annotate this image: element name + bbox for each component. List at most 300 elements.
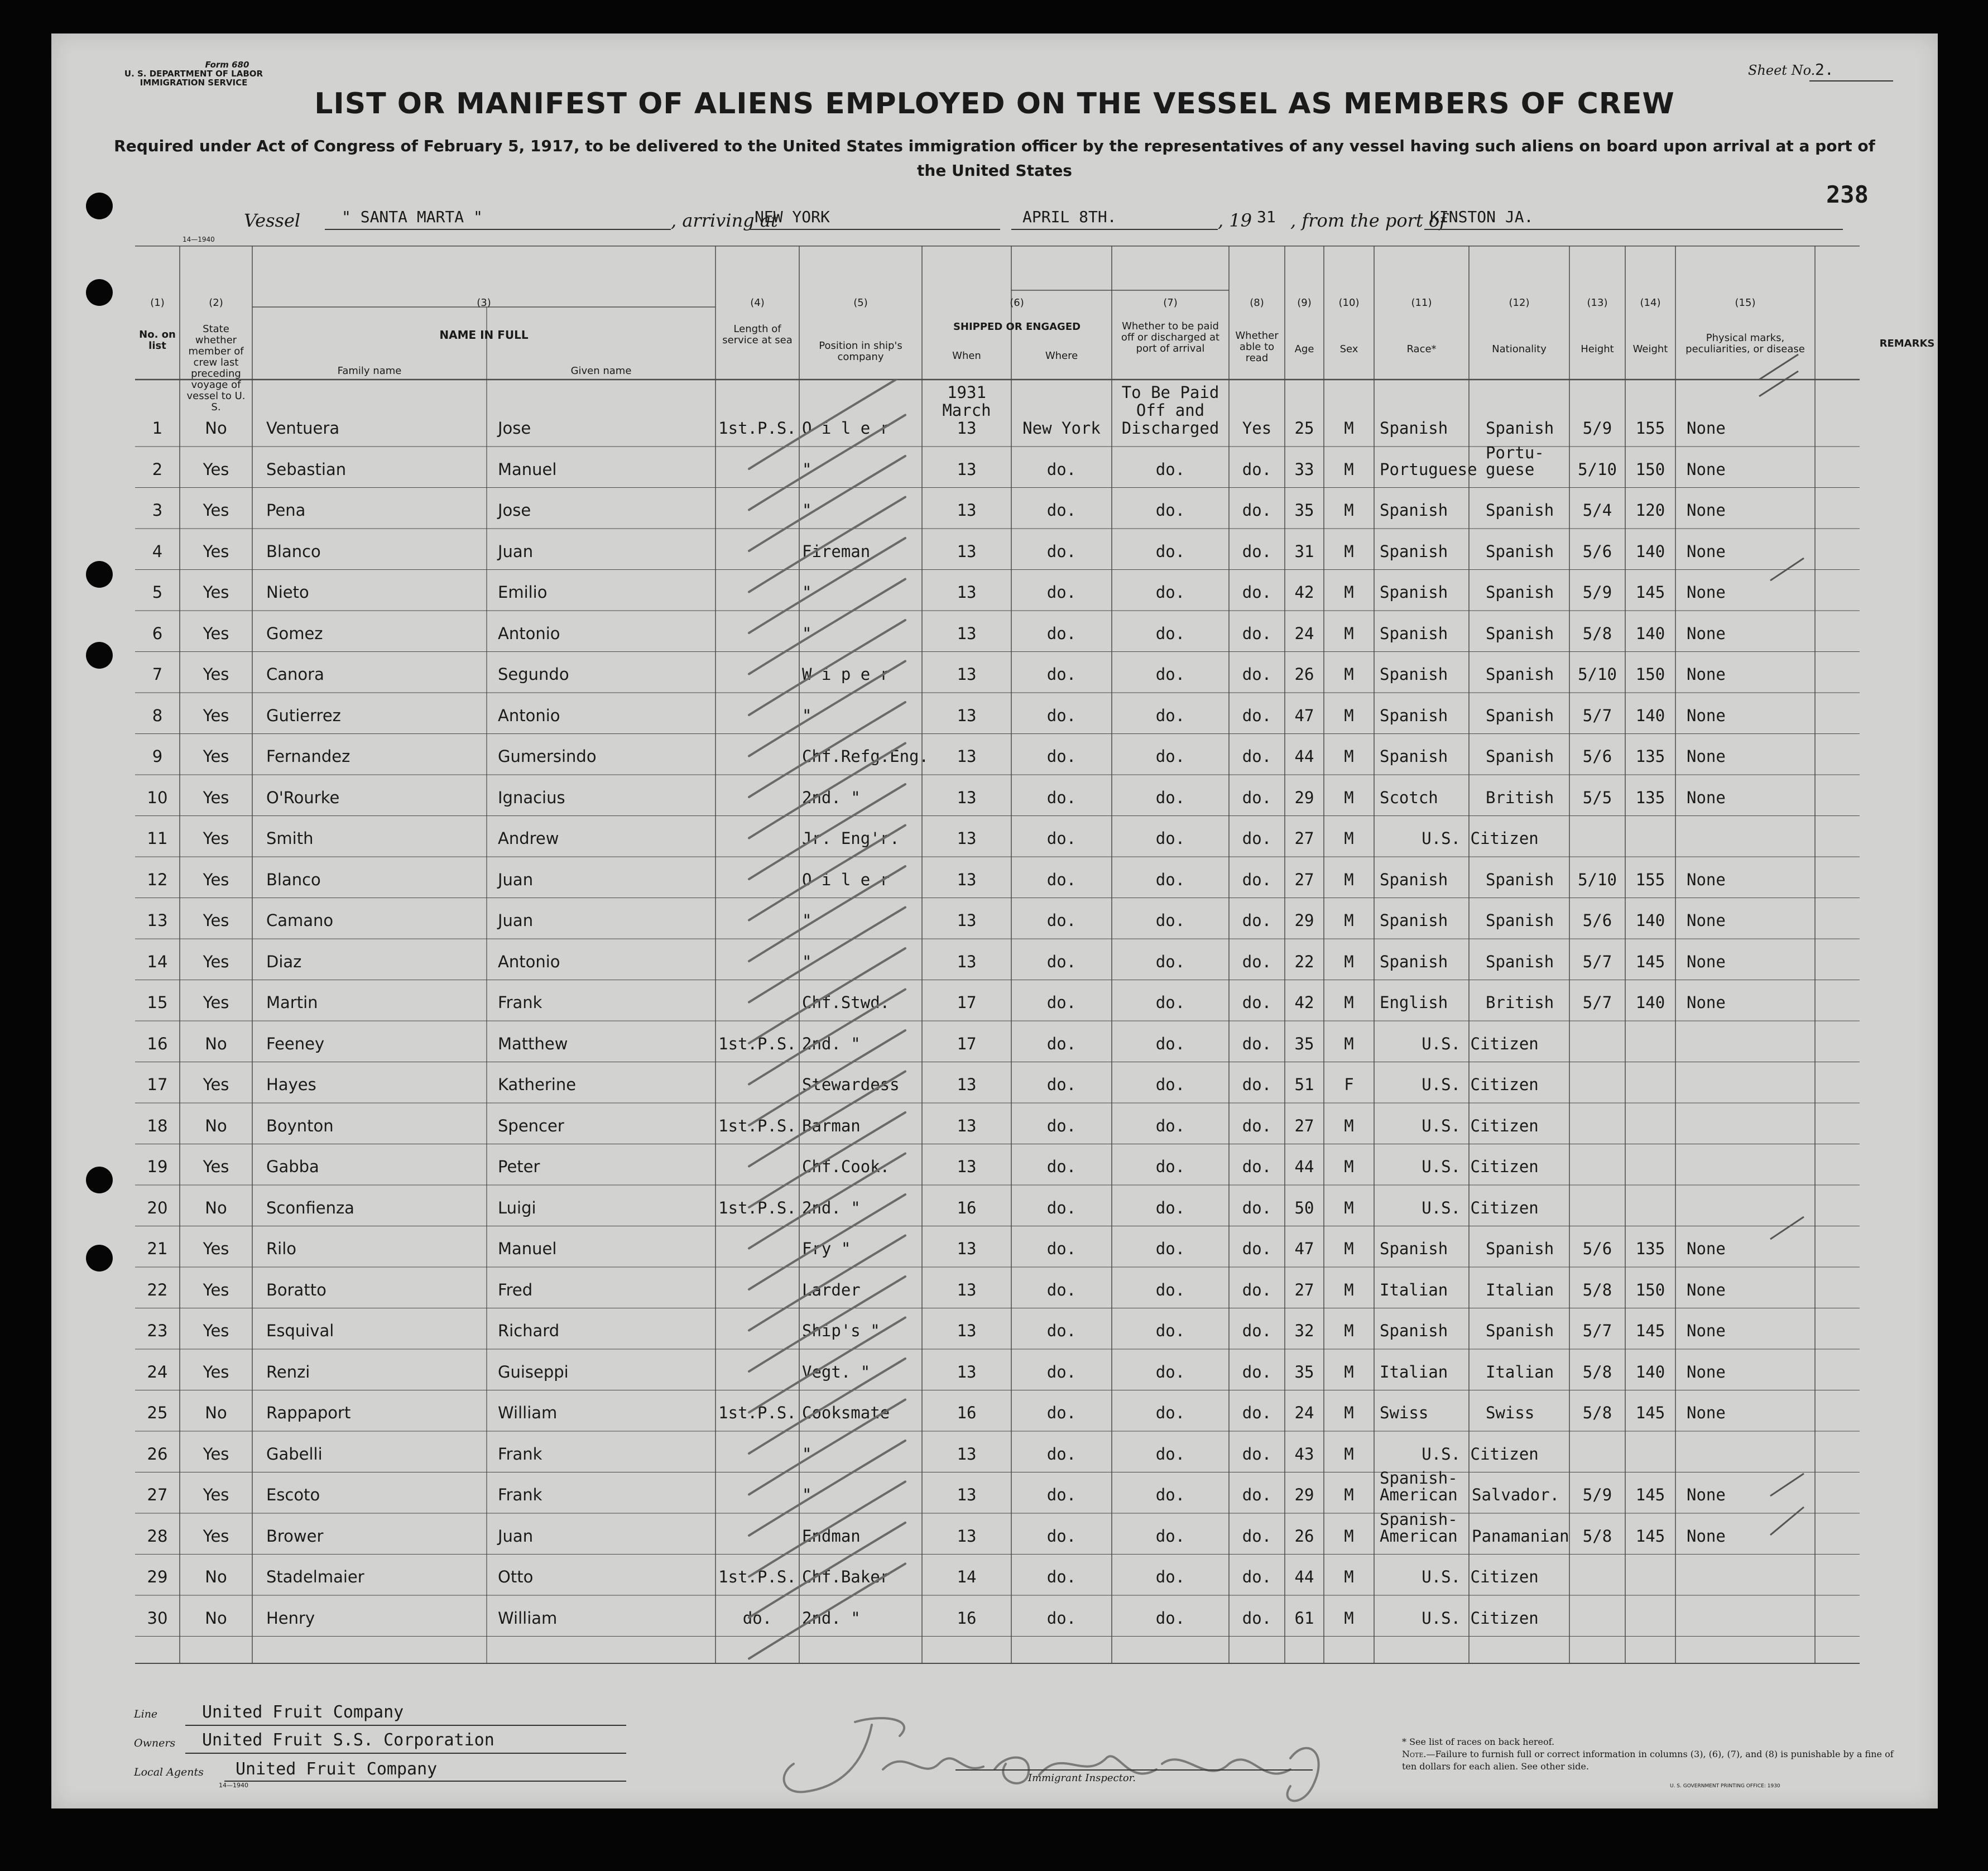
row-position: " [802,706,812,725]
row-when: 13 [957,1321,977,1340]
row-where: do. [1046,1034,1077,1053]
row-age: 42 [1294,583,1314,602]
row-when: 13 [957,870,977,889]
sheet-label: Sheet No. [1748,63,1816,78]
row-read: do. [1242,459,1272,479]
row-number: 21 [147,1239,168,1258]
row-paid-off: do. [1155,747,1185,766]
row-number: 17 [147,1075,168,1094]
inspector-underline [955,1769,1313,1771]
row-paid-off: do. [1155,583,1185,602]
row-number: 14 [147,952,168,971]
row-weight: 155 [1635,870,1665,889]
row-position: Fry " [802,1239,851,1258]
row-where: New York [1022,419,1101,438]
row-read: do. [1242,788,1272,807]
row-age: 44 [1294,1567,1314,1586]
row-where: do. [1046,1075,1077,1094]
row-height: 5/6 [1582,911,1612,930]
row-number: 4 [152,541,163,561]
row-race: Spanish [1380,870,1448,889]
row-paid-off: do. [1155,541,1185,561]
agents-underline [224,1781,626,1782]
col-read-header: Whether able to read [1235,330,1279,364]
owners-underline [185,1753,626,1754]
vessel-label: Vessel [244,210,301,231]
row-race: Spanish [1380,952,1448,971]
row-position: " [802,1444,812,1464]
row-height: 5/7 [1582,706,1612,725]
row-where: do. [1046,665,1077,684]
row-position: " [802,501,812,520]
row-sex: M [1344,870,1354,889]
row-sex: M [1344,1444,1354,1464]
row-height: 5/8 [1582,1403,1612,1422]
row-family-name: Martin [266,993,318,1012]
row-age: 33 [1294,459,1314,479]
row-age: 43 [1294,1444,1314,1464]
year-suffix: 31 [1257,208,1276,226]
row-previous-voyage: Yes [203,1485,229,1504]
from-port: KINSTON JA. [1430,208,1534,226]
row-race: U.S. Citizen [1422,1198,1539,1217]
punch-hole [86,642,113,669]
row-when: 13 [957,541,977,561]
from-underline [1424,229,1843,230]
col-shipped-header-number: (6) [1010,297,1024,309]
row-where: do. [1046,1280,1077,1299]
row-paid-off: do. [1155,1116,1185,1135]
row-given-name: Frank [498,993,542,1012]
arrival-date: APRIL 8TH. [1022,208,1117,226]
row-age: 26 [1294,1526,1314,1546]
row-race: U.S. Citizen [1422,1157,1539,1176]
row-paid-off: do. [1155,788,1185,807]
service-name: IMMIGRATION SERVICE [140,78,248,88]
row-position: Vegt. " [802,1362,871,1381]
agents-value: United Fruit Company [236,1759,438,1779]
row-age: 29 [1294,788,1314,807]
row-previous-voyage: Yes [203,1526,229,1546]
col-name-header: NAME IN FULL [439,328,529,342]
sheet-number: 2. [1815,60,1834,79]
row-when: 13 [957,1362,977,1381]
row-where: do. [1046,1198,1077,1217]
row-paid-off: do. [1155,1034,1185,1053]
row-nationality: Spanish [1486,501,1554,520]
row-given-name: Juan [498,541,534,561]
row-given-name: Jose [498,419,531,438]
row-race: U.S. Citizen [1422,1608,1539,1628]
row-previous-voyage: Yes [203,665,229,684]
row-given-name: Manuel [498,459,557,479]
row-when: 17 [957,993,977,1012]
row-previous-voyage: Yes [203,583,229,602]
row-family-name: Gutierrez [266,706,341,725]
row-height: 5/7 [1582,1321,1612,1340]
row-paid-off: do. [1155,1321,1185,1340]
row-age: 47 [1294,1239,1314,1258]
row-when: 13 [957,1075,977,1094]
col-name-header-number: (3) [477,297,491,309]
row-race: U.S. Citizen [1422,829,1539,848]
row-when: 13 [957,911,977,930]
row-marks: None [1687,1239,1726,1258]
row-marks: None [1687,747,1726,766]
row-family-name: Boratto [266,1280,326,1299]
row-height: 5/7 [1582,952,1612,971]
row-nationality: guese [1486,459,1535,479]
row-race: Spanish [1380,747,1448,766]
row-read: do. [1242,911,1272,930]
row1-when-year: 1931 [947,383,986,402]
row-previous-voyage: Yes [203,993,229,1012]
row1-paid-line1: To Be Paid [1121,383,1219,402]
row-given-name: Gumersindo [498,747,597,766]
row-previous-voyage: Yes [203,911,229,930]
row1-paid-line2: Off and [1136,401,1205,420]
row-given-name: Spencer [498,1116,564,1135]
row-sex: M [1344,583,1354,602]
row-position: " [802,583,812,602]
row-previous-voyage: Yes [203,952,229,971]
row-when: 17 [957,1034,977,1053]
row-number: 19 [147,1157,168,1176]
row-position: " [802,459,812,479]
row-previous-voyage: Yes [203,1157,229,1176]
col-weight-header-number: (14) [1640,297,1661,309]
row-number: 27 [147,1485,168,1504]
row-when: 16 [957,1608,977,1628]
row-position: W i p e r [802,665,890,684]
remarks-checkmarks [1748,346,1848,1608]
row-family-name: Henry [266,1608,315,1628]
row-given-name: Antonio [498,706,560,725]
col-nationality-header: Nationality [1492,343,1547,355]
row-given-name: Katherine [498,1075,577,1094]
row-previous-voyage: No [205,419,227,438]
row-previous-voyage: No [205,1567,227,1586]
row-read: do. [1242,1034,1272,1053]
row-family-name: Sconfienza [266,1198,354,1217]
row-age: 29 [1294,1485,1314,1504]
row-when: 13 [957,459,977,479]
col-position-header-number: (5) [853,297,868,309]
sheet-underline [1809,80,1893,81]
row-height: 5/6 [1582,747,1612,766]
row-given-name: William [498,1608,558,1628]
row-where: do. [1046,583,1077,602]
row-sex: M [1344,788,1354,807]
row-age: 24 [1294,623,1314,643]
row-nationality-top: Portu- [1486,443,1544,462]
row-family-name: Diaz [266,952,302,971]
col-when-header: When [952,350,981,362]
row-weight: 145 [1635,952,1665,971]
row-paid-off: do. [1155,870,1185,889]
row-sex: M [1344,1116,1354,1135]
form-number: Form 680 [205,60,249,70]
row-service: 1st.P.S. [718,1034,796,1053]
row-race: Spanish [1380,583,1448,602]
row-weight: 145 [1635,1485,1665,1504]
row-sex: M [1344,1280,1354,1299]
row-height: 5/9 [1582,419,1612,438]
row-read: Yes [1242,419,1272,438]
row-number: 12 [147,870,168,889]
row-paid-off: do. [1155,1526,1185,1546]
row-marks: None [1687,583,1726,602]
row-previous-voyage: Yes [203,1321,229,1340]
row-height: 5/4 [1582,501,1612,520]
row1-paid-line3: Discharged [1121,419,1219,438]
row-weight: 140 [1635,623,1665,643]
row-position: Chf.Stwd. [802,993,890,1012]
row-previous-voyage: Yes [203,623,229,643]
row-weight: 120 [1635,501,1665,520]
col-race-header: Race* [1406,343,1437,355]
row-position: Fireman [802,541,871,561]
row-nationality: Swiss [1486,1403,1535,1422]
row-position: Jr. Eng'r. [802,829,900,848]
row-where: do. [1046,459,1077,479]
row-family-name: Blanco [266,870,321,889]
row-age: 50 [1294,1198,1314,1217]
row-age: 27 [1294,1280,1314,1299]
row-marks: None [1687,665,1726,684]
row-family-name: Gabba [266,1157,319,1176]
row-when: 13 [957,1444,977,1464]
row-given-name: Antonio [498,623,560,643]
row-given-name: Jose [498,501,531,520]
row-age: 27 [1294,829,1314,848]
row-previous-voyage: Yes [203,501,229,520]
row-where: do. [1046,1444,1077,1464]
row-when: 13 [957,1485,977,1504]
row-height: 5/6 [1582,1239,1612,1258]
row-when: 13 [957,1239,977,1258]
punch-hole [86,561,113,588]
row-read: do. [1242,1198,1272,1217]
arriving-label: , arriving at [671,210,778,231]
row-where: do. [1046,501,1077,520]
row-where: do. [1046,829,1077,848]
row-number: 8 [152,706,163,725]
note-text: —Failure to furnish full or correct information in columns (3), (6), (7), and (8) is punishable by a fine of ten dollars for each alien. See other side. [1402,1749,1894,1772]
form-identifier [102,60,286,87]
row-previous-voyage: Yes [203,1362,229,1381]
row-number: 23 [147,1321,168,1340]
row-where: do. [1046,1239,1077,1258]
row-height: 5/8 [1582,623,1612,643]
row-sex: M [1344,1567,1354,1586]
row-race: Scotch [1380,788,1438,807]
row-number: 22 [147,1280,168,1299]
row-number: 29 [147,1567,168,1586]
row-where: do. [1046,952,1077,971]
row-marks: None [1687,459,1726,479]
printer-credit: U. S. GOVERNMENT PRINTING OFFICE: 1930 [1670,1783,1780,1789]
row-paid-off: do. [1155,1403,1185,1422]
row-read: do. [1242,993,1272,1012]
row-family-name: Stadelmaier [266,1567,364,1586]
arriving-underline [749,229,1000,230]
col-previous-voyage-header: State whether member of crew last preceding voyage of vessel to U. S. [186,323,246,413]
row-height: 5/8 [1582,1280,1612,1299]
pencil-checkmarks [743,380,967,1663]
row-given-name: Guiseppi [498,1362,569,1381]
row-read: do. [1242,706,1272,725]
row-sex: M [1344,419,1354,438]
row-read: do. [1242,952,1272,971]
col-height-header: Height [1581,343,1614,355]
row-when: 16 [957,1198,977,1217]
row-given-name: Peter [498,1157,540,1176]
row-marks: None [1687,1280,1726,1299]
row-paid-off: do. [1155,501,1185,520]
row-when: 13 [957,501,977,520]
row-sex: M [1344,1608,1354,1628]
row-sex: F [1344,1075,1354,1094]
row-weight: 140 [1635,541,1665,561]
row-race: Spanish- [1380,1509,1458,1529]
note-prefix: Note. [1402,1749,1427,1759]
row-nationality: Spanish [1486,747,1554,766]
row-nationality: Spanish [1486,706,1554,725]
row-number: 5 [152,583,163,602]
row-height: 5/5 [1582,788,1612,807]
row-height: 5/8 [1582,1526,1612,1546]
row-number: 25 [147,1403,168,1422]
row-previous-voyage: Yes [203,1075,229,1094]
row-when: 13 [957,419,977,438]
row-read: do. [1242,665,1272,684]
row-previous-voyage: No [205,1116,227,1135]
row-height: 5/6 [1582,541,1612,561]
row-marks: None [1687,1526,1726,1546]
row-previous-voyage: Yes [203,706,229,725]
row-number: 3 [152,501,163,520]
row-when: 13 [957,583,977,602]
document-title: LIST OR MANIFEST OF ALIENS EMPLOYED ON THE VESSEL AS MEMBERS OF CREW [314,87,1675,121]
row-when: 13 [957,1280,977,1299]
row-weight: 145 [1635,583,1665,602]
row-nationality: Spanish [1486,911,1554,930]
row-position: Endman [802,1526,861,1546]
row-where: do. [1046,1608,1077,1628]
row-where: do. [1046,1526,1077,1546]
row-given-name: Andrew [498,829,559,848]
col-read-header-number: (8) [1250,297,1264,309]
row-sex: M [1344,623,1354,643]
page-number: 238 [1826,181,1869,208]
agents-code: 14—1940 [219,1782,248,1789]
row-family-name: Rilo [266,1239,297,1258]
row-given-name: Otto [498,1567,534,1586]
row-nationality: Spanish [1486,419,1554,438]
col-service-header-number: (4) [750,297,765,309]
row-age: 27 [1294,1116,1314,1135]
row-sex: M [1344,911,1354,930]
row-race: Spanish [1380,501,1448,520]
row-where: do. [1046,1403,1077,1422]
owners-value: United Fruit S.S. Corporation [202,1730,494,1750]
row-nationality: Italian [1486,1362,1554,1381]
row-marks: None [1687,623,1726,643]
row-paid-off: do. [1155,706,1185,725]
row-race: U.S. Citizen [1422,1075,1539,1094]
row-nationality: British [1486,788,1554,807]
row-position: O i l e r [802,870,890,889]
row-age: 35 [1294,501,1314,520]
row-age: 35 [1294,1362,1314,1381]
row-read: do. [1242,1526,1272,1546]
row-given-name: Frank [498,1485,542,1504]
row-height: 5/10 [1578,459,1617,479]
row-age: 44 [1294,1157,1314,1176]
row-nationality: Spanish [1486,870,1554,889]
row-given-name: Juan [498,911,534,930]
fine-note [1402,1748,1904,1773]
row-position: " [802,911,812,930]
row-family-name: O'Rourke [266,788,340,807]
vessel-name: " SANTA MARTA " [342,208,483,226]
row-nationality: British [1486,993,1554,1012]
row-nationality: Spanish [1486,1239,1554,1258]
row-paid-off: do. [1155,1567,1185,1586]
row-number: 10 [147,788,168,807]
row-read: do. [1242,501,1272,520]
col-paid-off-header-number: (7) [1163,297,1178,309]
row-number: 11 [147,829,168,848]
row-age: 25 [1294,419,1314,438]
row-age: 32 [1294,1321,1314,1340]
row-given-name: Luigi [498,1198,536,1217]
row-previous-voyage: Yes [203,1239,229,1258]
row-nationality: Spanish [1486,665,1554,684]
row-paid-off: do. [1155,829,1185,848]
row-sex: M [1344,1198,1354,1217]
col-age-header-number: (9) [1297,297,1312,309]
row-race: Spanish [1380,1321,1448,1340]
row-position: Chf.Cook. [802,1157,890,1176]
row-number: 9 [152,747,163,766]
col-nationality-header-number: (12) [1509,297,1530,309]
row-family-name: Boynton [266,1116,334,1135]
row-sex: M [1344,1321,1354,1340]
row-number: 30 [147,1608,168,1628]
row-previous-voyage: Yes [203,459,229,479]
row-where: do. [1046,870,1077,889]
inspector-label: Immigrant Inspector. [1028,1772,1136,1784]
row-weight: 140 [1635,993,1665,1012]
row-where: do. [1046,788,1077,807]
row-marks: None [1687,911,1726,930]
row-position: " [802,623,812,643]
row-family-name: Feeney [266,1034,325,1053]
row-number: 20 [147,1198,168,1217]
row-height: 5/10 [1578,870,1617,889]
row-when: 13 [957,952,977,971]
row-paid-off: do. [1155,1157,1185,1176]
row-weight: 145 [1635,1321,1665,1340]
row-sex: M [1344,1526,1354,1546]
row-race: Spanish [1380,541,1448,561]
row-race: U.S. Citizen [1422,1034,1539,1053]
row-race: Spanish [1380,911,1448,930]
col-service-header: Length of service at sea [722,323,793,346]
row-where: do. [1046,1362,1077,1381]
